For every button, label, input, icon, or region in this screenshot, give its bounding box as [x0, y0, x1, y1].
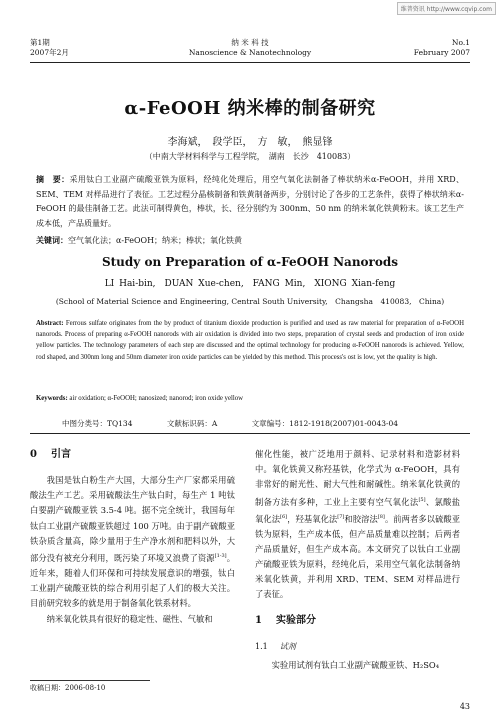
citation: [1-3]	[214, 553, 227, 560]
citation: [6]	[280, 513, 288, 520]
section-number: 1	[255, 614, 262, 626]
footnote-divider	[30, 680, 150, 681]
intro-text: 我国是钛白粉生产大国，大部分生产厂家都采用硫酸法生产工艺。采用硫酸法生产钛白时，每生产 1 吨钛白要副产硫酸亚铁 3.5-4 吨。据不完全统计，我国每年钛白工业副产硫酸亚铁超过 100 万吨。由于副产硫酸亚铁杂质含量高，除少量用于生产净水剂和肥料以外，大部分没有被充分利用，既污染了环境又浪费了资源	[30, 475, 235, 563]
section-divider	[30, 433, 470, 434]
abstract-label: 摘 要：	[36, 174, 70, 184]
english-keywords-label: Keywords:	[36, 395, 68, 402]
issue-date: 2007年2月	[30, 48, 69, 57]
subsection-title: 试剂	[279, 641, 296, 651]
english-abstract-label: Abstract:	[36, 320, 64, 327]
header-divider	[30, 62, 470, 63]
intro-paragraph-1	[30, 473, 235, 612]
chinese-keywords	[36, 235, 464, 246]
section-heading-intro	[30, 447, 235, 463]
subsection-number: 1.1	[255, 641, 268, 651]
keywords-label: 关键词：	[36, 235, 68, 245]
citation: [7]	[337, 513, 345, 520]
abstract-text: 采用钛白工业副产硫酸亚铁为原料，经纯化处理后，用空气氧化法制备了棒状纳米α-FeOOH，并用 XRD、SEM、TEM 对样品进行了表征。工艺过程分晶核制备和铁黄制备两步，分别讨论了各步的工艺条件，获得了棒状纳米α-FeOOH 的最佳制备工艺。此法可制得黄色，棒状，长、径分别约为 300nm、50 nm 的纳米氧化铁黄粉末。该工艺生产成本低，产品质量好。	[36, 175, 465, 228]
english-keywords-text: air oxidation; α-FeOOH; nanosized; nanorod; iron oxide yellow	[69, 395, 244, 402]
clc-number: 中图分类号：TQ134	[62, 419, 133, 428]
section-title: 引言	[50, 449, 71, 460]
body-column-right	[255, 447, 460, 673]
body-text: 催化性能，被广泛地用于颜料、记录材料和造影材料中。氧化铁黄又称羟基铁，化学式为 α-FeOOH，具有非常好的耐光性、耐大气性和耐碱性。纳米氧化铁黄的制备方法有多种，工业上主要有空气氧化法	[255, 449, 460, 507]
english-keywords	[36, 395, 464, 402]
body-column-left	[30, 447, 235, 627]
journal-name-en: Nanoscience & Nanotechnology	[188, 48, 312, 57]
section-number: 0	[30, 449, 37, 460]
english-affiliation: (School of Material Science and Engineering, Central South University, Changsha 410083, China)	[55, 297, 445, 306]
english-abstract-text: Ferrous sulfate originates from the by product of titanium dioxide production is purified and used as raw material for preparation of α-FeOOH nanorods. Process of preparing α-FeOOH nanorods with air oxidation is divided into two steps, preparation of crystal seeds and production of iron oxide yellow particles. The technology parameters of each step are discussed and the optimal technology for producing α-FeOOH nanorods is achieved. Yellow, rod shaped, and 300nm long and 50nm diameter iron oxide particles can be yielded by this method. This process's ost is low, yet the quality is high.	[36, 320, 465, 361]
body-text: 和胶溶法	[344, 513, 378, 524]
citation: [8]	[377, 513, 385, 520]
english-title: Study on Preparation of α-FeOOH Nanorods	[101, 255, 399, 269]
article-number: 文章编号：1812-1918(2007)01-0043-04	[251, 419, 399, 428]
received-date-footnote: 收稿日期：2006-08-10	[30, 684, 106, 692]
intro-text-tail: 。近年来，随着人们环保和可持续发展意识的增强，钛白工业副产硫酸亚铁的综合利用引起了人们的极大关注。目前研究较多的就是用于制备氧化铁系材料。	[30, 552, 235, 609]
citation: [5]	[418, 496, 426, 503]
page-number: 43	[459, 702, 470, 711]
issue-number-en: No.1	[451, 38, 470, 47]
section-title: 实验部分	[275, 614, 316, 626]
keywords-text: 空气氧化法；α-FeOOH；纳米；棒状；氧化铁黄	[68, 236, 243, 245]
running-header-right	[414, 38, 470, 58]
affiliation: （中南大学材料科学与工程学院， 湖南 长沙 410083）	[144, 152, 356, 161]
body-text: ，羟基氧化法	[287, 513, 338, 524]
body-text: 、氯酸盐氧化法	[255, 496, 460, 524]
paper-title: α-FeOOH 纳米棒的制备研究	[124, 98, 376, 119]
body-text: 。前两者多以硫酸亚铁为原料，生产成本低，但产品质量难以控制；后两者产品质量好，但生产成本高。本文研究了以钛白工业副产硫酸亚铁为原料，经纯化后，采用空气氧化法制备纳米氧化铁黄，并利用 XRD、TEM、SEM 对样品进行了表征。	[255, 513, 460, 600]
section-heading-experimental	[255, 613, 460, 629]
english-authors: LI Hai-bin, DUAN Xue-chen, FANG Min, XIONG Xian-feng	[104, 279, 396, 289]
intro-paragraph-2: 纳米氧化铁具有很好的稳定性、磁性、气敏和	[46, 613, 213, 624]
chinese-abstract	[36, 172, 464, 231]
issue-date-en: February 2007	[413, 48, 470, 57]
issue-number: 第1期	[30, 38, 50, 47]
classification-line	[62, 418, 482, 429]
intro-paragraph-continued	[255, 447, 460, 603]
subsection-heading-reagents	[255, 639, 460, 654]
document-code: 文献标识码：A	[166, 419, 218, 428]
watermark: 维普资讯 http://www.cqvip.com	[397, 2, 496, 15]
journal-name-cn: 纳 米 科 技	[231, 38, 269, 47]
author-list: 李海斌， 段学臣， 方 敏， 熊显锋	[167, 137, 333, 148]
english-abstract	[36, 318, 464, 363]
reagents-paragraph: 实验用试剂有钛白工业副产硫酸亚铁、H₂SO₄	[271, 659, 440, 670]
